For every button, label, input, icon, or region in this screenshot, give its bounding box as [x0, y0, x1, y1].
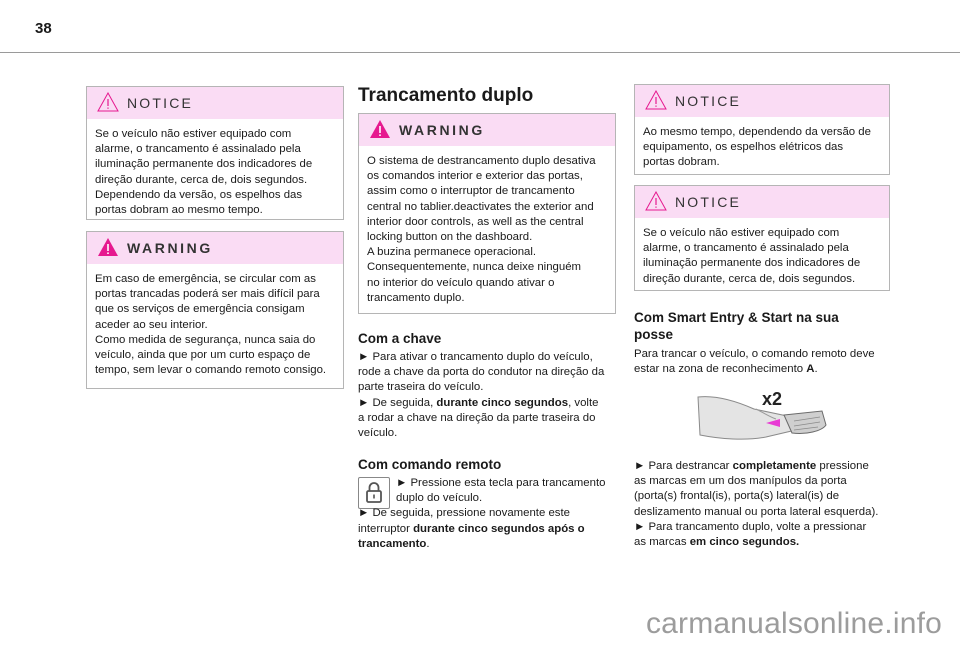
text-line: Dependendo da versão, os espelhos das	[95, 188, 303, 201]
text-line: Consequentemente, nunca deixe ninguém	[367, 261, 582, 274]
text-line: deslizamento manual ou porta lateral esquerda).	[634, 505, 879, 518]
warning-box-col1	[86, 231, 344, 389]
text-line: tempo, sem levar o comando remoto consigo.	[95, 364, 327, 377]
text-line: O sistema de destrancamento duplo desativa	[367, 155, 596, 167]
text-line	[634, 459, 898, 474]
text-line: os comandos interior e exterior das portas,	[367, 170, 583, 183]
text-line	[634, 535, 898, 550]
text-line: A buzina permanece operacional.	[367, 246, 537, 259]
text-line: rode a chave da porta do condutor na direção da	[358, 366, 605, 379]
text-run: , volte	[568, 396, 599, 409]
notice-icon	[645, 90, 667, 110]
notice-icon	[645, 191, 667, 211]
bold-text: completamente	[732, 460, 817, 472]
text-line: ► Pressione esta tecla para trancamento	[396, 477, 606, 489]
warning-box-col2	[358, 113, 616, 314]
notice-box-col3-second	[634, 185, 890, 291]
text-line: equipamento, os espelhos elétricos das	[643, 141, 844, 154]
text-line: central no tablier.deactivates the exterior and	[367, 200, 594, 213]
section-title: Trancamento duplo	[358, 85, 534, 106]
text-run: pressione	[816, 460, 869, 472]
text-line: direção durante, cerca de, dois segundos.	[643, 272, 856, 285]
text-line: no interior do veículo quando ativar o	[367, 276, 555, 289]
text-line	[358, 522, 618, 537]
text-line: que os serviços de emergência consigam	[95, 303, 305, 316]
text-line: (porta(s) frontal(is), porta(s) lateral(is) de	[634, 490, 840, 503]
text-line: parte traseira do veículo.	[358, 381, 484, 394]
notice-header	[87, 87, 343, 119]
text-line: alarme, o trancamento é assinalado pela	[643, 242, 849, 255]
text-line: Em caso de emergência, se circular com as	[95, 273, 316, 285]
bold-text: durante cinco segundos após o	[413, 522, 585, 535]
text-line: trancamento duplo.	[367, 291, 465, 304]
text-line: aceder ao seu interior.	[95, 318, 208, 331]
notice-text	[87, 119, 343, 226]
text-run: estar na zona de reconhecimento	[634, 363, 807, 376]
text-line: direção durante, cerca de, dois segundos.	[95, 173, 308, 186]
text-line: Como medida de segurança, nunca saia do	[95, 333, 316, 346]
text-line: iluminação permanente dos indicadores de	[95, 158, 313, 171]
notice-title: NOTICE	[675, 93, 742, 109]
text-line: iluminação permanente dos indicadores de	[643, 257, 861, 270]
door-handle-illustration	[696, 389, 828, 449]
notice-header	[635, 85, 889, 117]
text-line: portas dobram ao mesmo tempo.	[95, 204, 263, 217]
smart-entry-steps	[634, 459, 898, 550]
warning-text	[87, 264, 343, 386]
key-paragraph	[358, 350, 618, 441]
text-line: veículo, ainda que por um curto espaço de	[95, 349, 311, 362]
text-line: portas trancadas poderá ser mais difícil para	[95, 288, 320, 301]
text-line	[358, 396, 618, 411]
notice-title: NOTICE	[675, 194, 742, 210]
text-line: as marcas em um dos manípulos da porta	[634, 475, 847, 488]
text-run: interruptor	[358, 522, 414, 535]
warning-text	[359, 146, 615, 314]
text-line: interior door controls, as well as the central	[367, 215, 584, 228]
text-line: Se o veículo não estiver equipado com	[643, 227, 840, 239]
text-line: ► Para ativar o trancamento duplo do veículo,	[358, 351, 593, 363]
text-line: Ao mesmo tempo, dependendo da versão de	[643, 126, 871, 138]
text-line: portas dobram.	[643, 156, 720, 169]
warning-title: WARNING	[399, 122, 485, 138]
text-run: ► Para destrancar	[634, 460, 733, 472]
warning-header	[87, 232, 343, 264]
text-line: ► De seguida, pressione novamente este	[358, 507, 571, 520]
bold-text: trancamento	[358, 537, 427, 550]
text-line: duplo do veículo.	[396, 492, 483, 505]
text-line: ► Para trancamento duplo, volte a pressionar	[634, 520, 867, 533]
warning-icon	[369, 119, 391, 139]
text-line	[634, 362, 896, 377]
notice-text	[635, 117, 889, 179]
text-run: .	[814, 363, 818, 376]
watermark: carmanualsonline.info	[645, 607, 942, 640]
smart-entry-intro	[634, 347, 896, 377]
text-run: ► De seguida,	[358, 396, 437, 409]
bold-text: A	[806, 363, 815, 376]
key-heading: Com a chave	[358, 331, 442, 346]
text-line	[358, 537, 618, 552]
remote-paragraph	[358, 476, 618, 552]
page-number: 38	[35, 20, 52, 37]
bold-text: durante cinco segundos	[436, 396, 569, 409]
warning-title: WARNING	[127, 240, 213, 256]
text-run: as marcas	[634, 536, 690, 549]
heading-line: Com Smart Entry & Start na sua	[634, 310, 839, 325]
header-divider	[0, 52, 960, 53]
text-line: alarme, o trancamento é assinalado pela	[95, 143, 301, 156]
notice-box-col1	[86, 86, 344, 220]
heading-line: posse	[634, 327, 674, 342]
text-line: Se o veículo não estiver equipado com	[95, 128, 292, 140]
notice-title: NOTICE	[127, 95, 194, 111]
notice-icon	[97, 92, 119, 112]
text-line: locking button on the dashboard.	[367, 231, 533, 244]
smart-entry-heading	[634, 309, 839, 343]
notice-box-col3-first	[634, 84, 890, 175]
text-line: Para trancar o veículo, o comando remoto deve	[634, 348, 875, 360]
notice-header	[635, 186, 889, 218]
text-line: veículo.	[358, 427, 398, 440]
text-line: a rodar a chave na direção da parte traseira do	[358, 411, 596, 424]
remote-heading: Com comando remoto	[358, 457, 502, 472]
notice-text	[635, 218, 889, 295]
text-line: assim como o interruptor de trancamento	[367, 185, 575, 198]
bold-text: em cinco segundos.	[689, 536, 800, 549]
warning-icon	[97, 237, 119, 257]
figure-label: x2	[762, 389, 783, 409]
text-run: .	[426, 537, 430, 550]
warning-header	[359, 114, 615, 146]
